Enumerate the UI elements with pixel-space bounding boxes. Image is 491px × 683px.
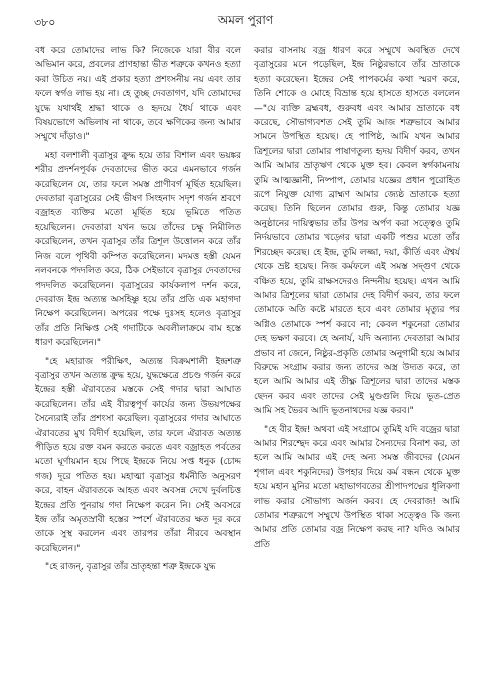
- left-text-column: [35, 44, 241, 676]
- page-number: ৩৮০: [34, 16, 56, 29]
- paragraph: করার বাসনায় বজ্র ধারণ করে সম্মুখে অবস্থিত দেখে বৃত্রাসুরের মনে পড়েছিল, ইন্দ্র নিষ্ঠুরভাবে তাঁর ভ্রাতাকে হত্যা করেছেন। ইন্দ্রের সেই পাপকর্মের কথা স্মরণ করে, তিনি শোকে ও মোহে বিভ্রান্ত হয়ে হাসতে হাসতে বললেন—"যে ব্যক্তি ব্রহ্মবধ, গুরুবধ এবং আমার ভ্রাতাকে বধ করেছে, সৌভাগ্যবশত সেই তুমি আজ শত্রুভাবে আমার সামনে উপস্থিত হয়েছ। হে পাপিষ্ঠ, আমি যখন আমার ত্রিশূলের দ্বারা তোমার পাষাণতুল্য হৃদয় বিদীর্ণ করব, তখন আমি আমার ভ্রাতৃঋণ থেকে মুক্ত হব। কেবল স্বর্গকামনায় তুমি আত্মজ্ঞানী, নিষ্পাপ, তোমার যজ্ঞের প্রধান পুরোহিত রূপে নিযুক্ত যোগ্য ব্রাহ্মণ আমার জ্যেষ্ঠ ভ্রাতাকে হত্যা করেছ। তিনি ছিলেন তোমার গুরু, কিন্তু তোমার যজ্ঞ অনুষ্ঠানের দায়িত্বভার তাঁর উপর অর্পণ করা সত্ত্বেও তুমি নির্দয়ভাবে তোমার খড়্গের দ্বারা একটি পশুর মতো তাঁর শিরচ্ছেদ করেছ। হে ইন্দ্র, তুমি লজ্জা, দয়া, কীর্তি এবং ঐশ্বর্য থেকে ভ্রষ্ট হয়েছ। নিজ কর্মফলে এই সমস্ত সদ্গুণ থেকে বঞ্চিত হয়ে, তুমি রাক্ষসদেরও নিন্দনীয় হয়েছ। এখন আমি আমার ত্রিশূলের দ্বারা তোমার দেহ বিদীর্ণ করব, তার ফলে তোমাকে অতি কষ্টে মারতে হবে এবং তোমার মৃত্যুর পর অগ্নিও তোমাকে স্পর্শ করবে না; কেবল শকুনেরা তোমার দেহ ভক্ষণ করবে। হে অনার্য, যদি অন্যান্য দেবতারা আমার প্রভাব না জেনে, নিষ্ঠুর-প্রকৃতি তোমার অনুগামী হয়ে আমার বিরুদ্ধে সংগ্রাম করার জন্য তাদের অস্ত্র উদ্যত করে, তা হলে আমি আমার এই তীক্ষ্ণ ত্রিশূলের দ্বারা তাদের মস্তক ছেদন করব এবং তাদের সেই মুণ্ডগুলি দিয়ে ভূত-প্রেত আমি সহ ভৈরব আদি ভূতনাথদের যজ্ঞ করব।": [254, 46, 460, 417]
- page-header: [0, 0, 491, 42]
- paragraph: মহা বলশালী বৃত্রাসুর ক্রুদ্ধ হয়ে তার বিশাল এবং ভয়ঙ্কর শরীর প্রদর্শনপূর্বক দেবতাদের ভীত করে এমনভাবে গর্জন করেছিলেন যে, তার ফলে সমস্ত প্রাণীবর্গ মূর্ছিত হয়েছিল। দেবতারা বৃত্রাসুরের সেই ভীষণ সিংহনাদ সদৃশ গর্জন শ্রবণে বজ্রাহত ব্যক্তির মতো মূর্ছিত হয়ে ভূমিতে পতিত হয়েছিলেন। দেবতারা যখন ভয়ে তাঁদের চক্ষু নিমীলিত করেছিলেন, তখন বৃত্রাসুর তাঁর ত্রিশূল উত্তোলন করে তাঁর নিজ বলে পৃথিবী কম্পিত করেছিলেন। মদমত্ত হস্তী যেমন নলবনকে পদদলিত করে, ঠিক সেইভাবে বৃত্রাসুর দেবতাদের পদদলিত করেছিলেন। বৃত্রাসুরের কার্যকলাপ দর্শন করে, দেবরাজ ইন্দ্র অত্যন্ত অসহিষ্ণু হয়ে তাঁর প্রতি এক মহাগদা নিক্ষেপ করেছিলেন। অপরের পক্ষে দুঃসহ হলেও বৃত্রাসুর তাঁর প্রতি নিক্ষিপ্ত সেই গদাটিকে অবলীলাক্রমে বাম হস্তে ধারণ করেছিলেন।": [35, 150, 241, 349]
- paragraph: "হে রাজন্, বৃত্রাসুর তাঁর ভ্রাতৃহন্তা শত্রু ইন্দ্রকে যুদ্ধ: [45, 562, 216, 573]
- right-text-column: [254, 44, 460, 676]
- paragraph: "হে বীর ইন্দ্র! অথবা এই সংগ্রামে তুমিই যদি বজ্রের দ্বারা আমার শিরশ্ছেদ করে এবং আমার সৈন্যদের বিনাশ কর, তা হলে আমি আমার এই দেহ অন্য সমস্ত জীবদের (যেমন শৃগাল এবং শকুনিদের) উপহার দিয়ে কর্ম বন্ধন থেকে মুক্ত হয়ে মহান মুনির মতো মহাভাগবতের শ্রীপাদপদ্মের ধূলিকণা লাভ করার সৌভাগ্য অর্জন করব। হে দেবরাজ! আমি তোমার শত্রুরূপে সম্মুখে উপস্থিত থাকা সত্ত্বেও কি জন্য আমার প্রতি তোমার বজ্র নিক্ষেপ করছ না? যদিও আমার প্রতি: [254, 424, 460, 550]
- running-title: অমল পুরাণ: [217, 13, 274, 27]
- paragraph: "হে মহারাজ পরীক্ষিৎ, অত্যন্ত বিক্রমশালী ইন্দ্রশত্রু বৃত্রাসুর তখন অত্যন্ত ক্রুদ্ধ হয়ে, যুদ্ধক্ষেত্রে প্রচণ্ড গর্জন করে ইন্দ্রের হস্তী ঐরাবতের মস্তকে সেই গদার দ্বারা আঘাত করেছিলেন। তাঁর এই বীরত্বপূর্ণ কার্যের জন্য উভয়পক্ষের সৈন্যেরাই তাঁর প্রশংসা করেছিল। বৃত্রাসুরের গদার আঘাতে ঐরাবতের মুখ বিদীর্ণ হয়েছিল, তার ফলে ঐরাবত অত্যন্ত পীড়িত হয়ে রক্ত বমন করতে করতে এবং বজ্রাহত পর্বতের মতো ঘূর্ণায়মান হয়ে পিছে ইন্দ্রকে নিয়ে সপ্ত ধনুক (চোদ্দ গজ) দূরে পতিত হয়। মহাত্মা বৃত্রাসুর ধর্মনীতি অনুসরণ করে, বাহন ঐরাবতকে আহত এবং অবসন্ন দেখে দুর্বলচিত্ত ইন্দ্রের প্রতি পুনরায় গদা নিক্ষেপ করেন নি। সেই অবসরে ইন্দ্র তাঁর অমৃতস্রাবী হস্তের স্পর্শে ঐরাবতের ক্ষত দূর করে তাকে সুস্থ করলেন এবং তারপর তাঁরা নীরবে অবস্থান করেছিলেন।": [35, 356, 241, 554]
- paragraph: বধ করে তোমাদের লাভ কি? নিজেকে যারা বীর বলে অভিমান করে, প্রবলের প্রাণহান্তা ভীত শত্রুকে কখনও হত্যা করা উচিত নয়। এই প্রকার হত্যা প্রশংসনীয় নয় এবং তার ফলে স্বর্গও লাভ হয় না। হে তুচ্ছ দেবতাগণ, যদি তোমাদের যুদ্ধে যথার্থই শ্রদ্ধা থাকে ও হৃদয়ে ধৈর্য থাকে এবং বিষয়ভোগে অভিলাষ না থাকে, তবে ক্ষণিকের জন্য আমার সম্মুখে দাঁড়াও।": [35, 46, 241, 143]
